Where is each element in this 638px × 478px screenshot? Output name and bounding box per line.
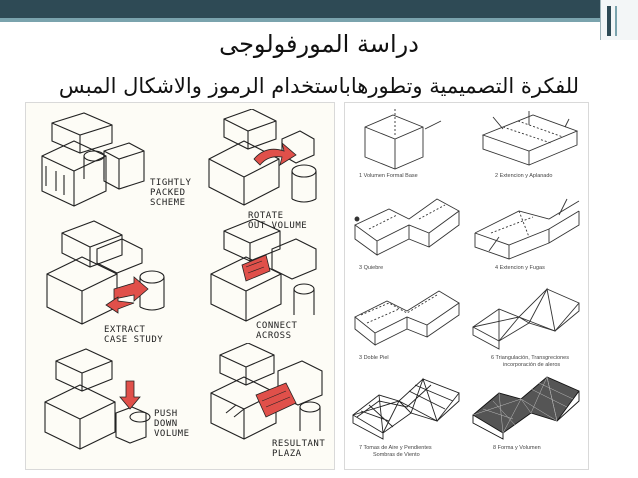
diagram-panel (344, 102, 589, 470)
diagram-extencion-aplanado (473, 107, 583, 171)
sketch-extract (42, 219, 177, 329)
header-stripe (0, 18, 600, 22)
slide-title: دراسة المورفولوجى (219, 30, 419, 58)
slide-subtitle: للفكرة التصميمية وتطورهاباستخدام الرموز والاشكال المبس (58, 74, 580, 98)
sketch-tightly-packed (34, 111, 149, 211)
diagram-doble-piel (349, 279, 464, 351)
diagram-caption: 4 Extencion y Fugas (495, 265, 545, 271)
sketch-label: ROTATE OUT VOLUME (248, 211, 308, 231)
diagram-triangulacion (469, 279, 584, 351)
sketch-panel (25, 102, 335, 470)
diagram-forma-volumen (469, 371, 584, 441)
diagram-volumen-base (353, 107, 453, 171)
diagram-caption: 3 Quiebre (359, 265, 384, 271)
header-bar (0, 0, 638, 18)
diagram-caption: 1 Volumen Formal Base (359, 173, 418, 179)
diagram-caption: 2 Extencion y Aplanado (495, 173, 553, 179)
sketch-label: PUSH DOWN VOLUME (154, 409, 190, 439)
sketch-label: RESULTANT PLAZA (272, 439, 326, 459)
sketch-connect-across (206, 219, 326, 329)
sketch-label: EXTRACT CASE STUDY (104, 325, 164, 345)
sketch-push-down (40, 347, 160, 457)
sketch-label: TIGHTLY PACKED SCHEME (150, 178, 192, 208)
diagram-caption: 7 Tomas de Aire y Pendientes Sombras de Viento (359, 445, 432, 458)
diagram-caption: 3 Doble Piel (359, 355, 389, 361)
sketch-label: CONNECT ACROSS (256, 321, 298, 341)
sketch-rotate-out (204, 109, 329, 209)
diagram-extencion-fugas (469, 189, 584, 261)
diagram-quiebre (349, 189, 464, 261)
diagram-caption: 6 Triangulación, Transgreciones incorporación de aleros (491, 355, 569, 368)
diagram-tomas-aire (349, 371, 464, 441)
diagram-caption: 8 Forma y Volumen (493, 445, 541, 451)
sketch-resultant-plaza (206, 343, 331, 443)
